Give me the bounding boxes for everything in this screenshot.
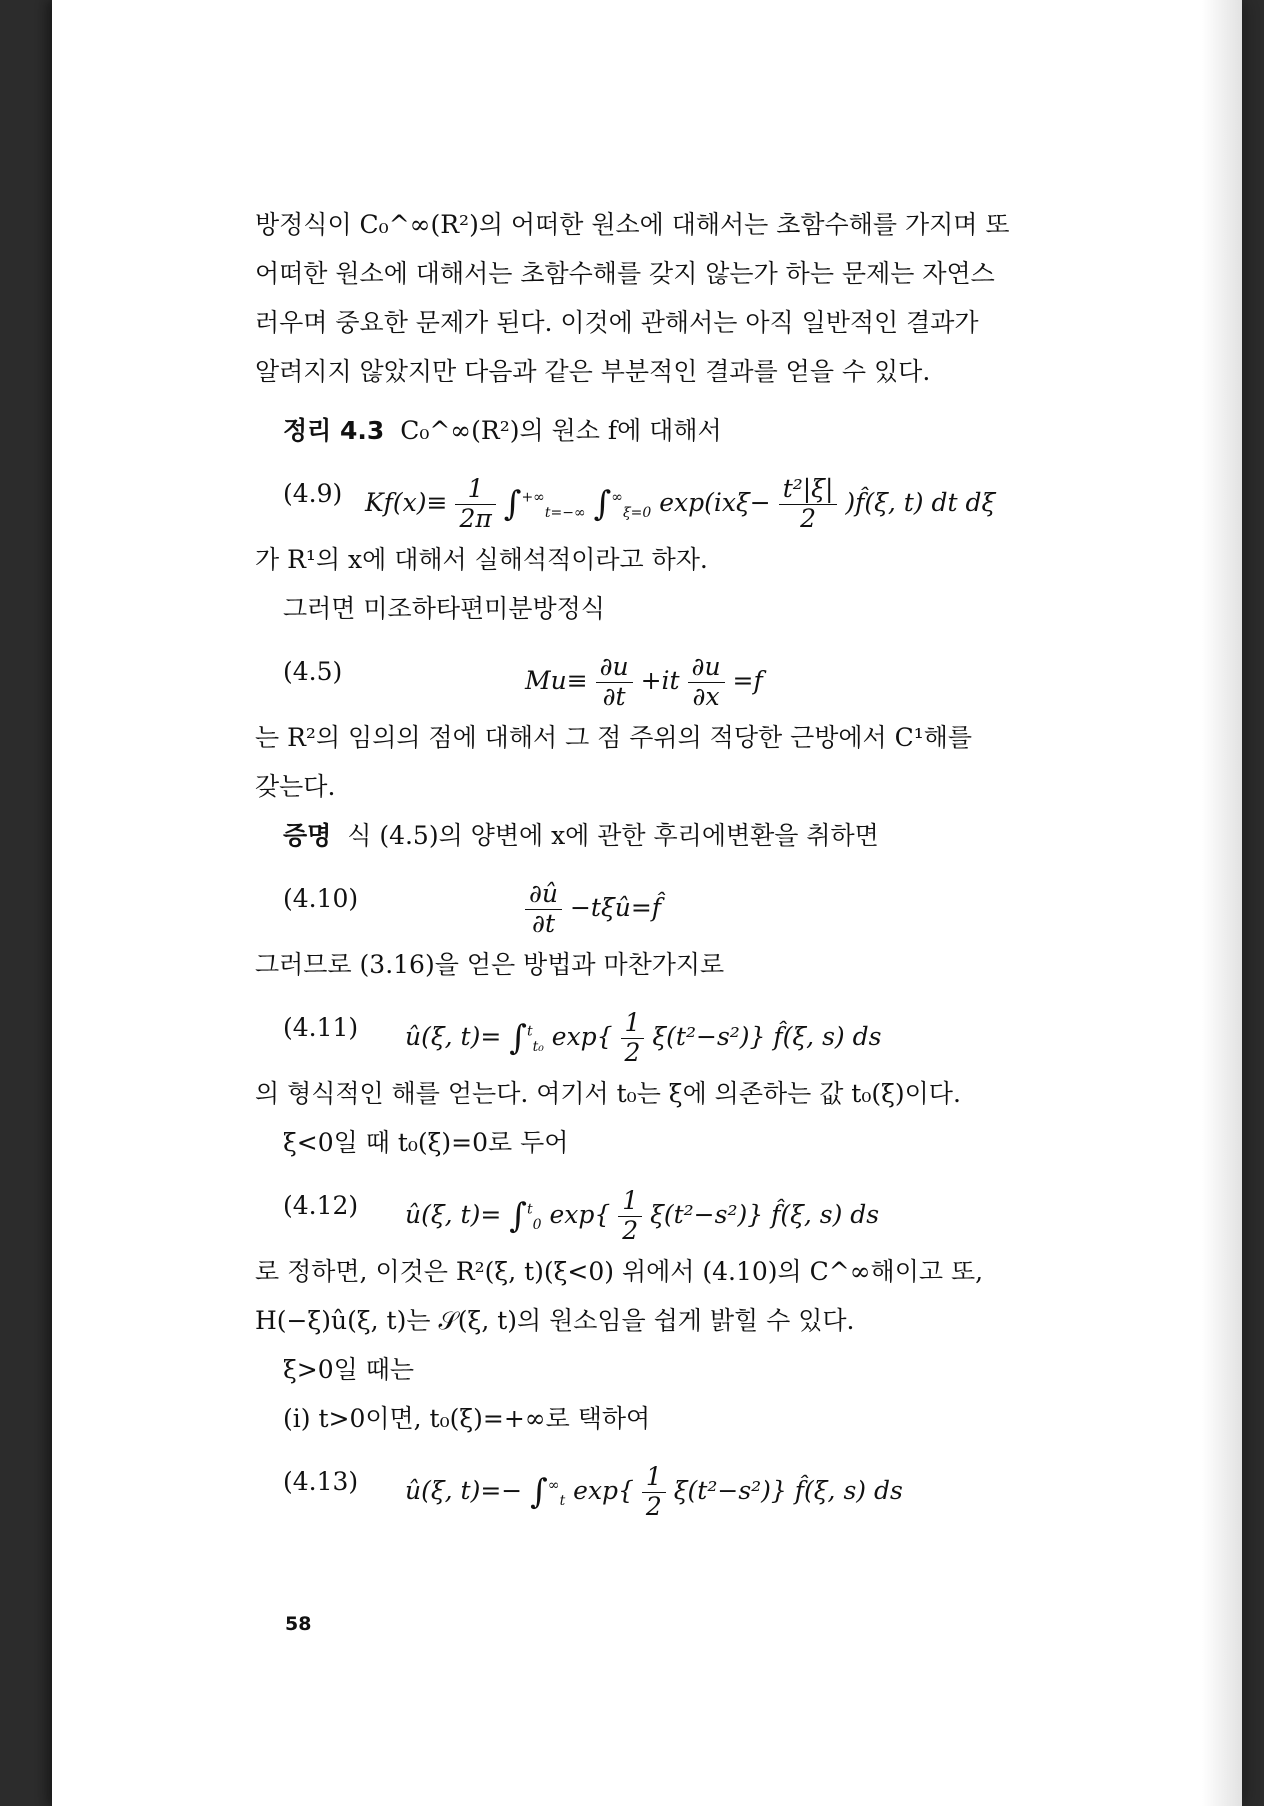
theorem-statement <box>255 406 1115 455</box>
integral-sign: ∫ <box>593 483 612 524</box>
fraction: $\frac{1}{2}$ <box>621 1009 645 1068</box>
text-line: H(−ξ)û(ξ, t)는 𝒮(ξ, t)의 원소임을 쉽게 밝힐 수 있다. <box>255 1306 855 1335</box>
integral-sign: ∫ <box>509 1017 527 1058</box>
fraction: $\frac{\partial u}{\partial t}$ <box>596 653 633 712</box>
integral-sign: ∫ <box>503 483 522 524</box>
proof-statement <box>255 811 1115 860</box>
equation-number: (4.5) <box>283 657 343 686</box>
equation-4-9: (4.9) Kf(x)≡ $\frac{1}{2\pi}$ $\int^{+\infty}_{t=-\infty}$ $\int^\infty_{\xi=0}$ exp(ixξ− $\frac{\text{t²|ξ|}}{2}$ )f̂(ξ, t) dt dξ <box>283 474 996 533</box>
page-content <box>255 200 1115 1523</box>
equation-number: (4.10) <box>283 884 359 913</box>
equation-number: (4.9) <box>283 479 343 508</box>
page-number: 58 <box>285 1613 312 1635</box>
text-line: 가 R¹의 x에 대해서 실해석적이라고 하자. <box>255 545 708 574</box>
text-line: 알려지지 않았지만 다음과 같은 부분적인 결과를 얻을 수 있다. <box>255 357 931 386</box>
fraction: $\frac{\text{t²|ξ|}}{2}$ <box>779 475 838 534</box>
equation-number: (4.13) <box>283 1467 359 1496</box>
fraction: $\frac{1}{2}$ <box>642 1463 666 1522</box>
proof-text: 식 (4.5)의 양변에 x에 관한 후리에변환을 취하면 <box>347 821 879 850</box>
equation-4-10: (4.10) $\frac{\partial û}{\partial t}$ −tξû=f̂ <box>283 879 662 938</box>
fraction: $\frac{\partial u}{\partial x}$ <box>688 653 725 712</box>
text-line: 어떠한 원소에 대해서는 초함수해를 갖지 않는가 하는 문제는 자연스 <box>255 259 995 288</box>
text-line: 갖는다. <box>255 772 336 801</box>
text-line: ξ<0일 때 t₀(ξ)=0로 두어 <box>283 1128 569 1157</box>
text-line: ξ>0일 때는 <box>283 1355 415 1384</box>
text-line: 러우며 중요한 문제가 된다. 이것에 관해서는 아직 일반적인 결과가 <box>255 308 979 337</box>
equation-number: (4.12) <box>283 1191 359 1220</box>
fraction: $\frac{\partial û}{\partial t}$ <box>525 880 562 939</box>
text-line: 그러면 미조하타편미분방정식 <box>283 594 605 623</box>
equation-4-5: (4.5) Mu≡ $\frac{\partial u}{\partial t}$ +it $\frac{\partial u}{\partial x}$ =f <box>283 652 763 711</box>
equation-4-11: (4.11) û(ξ, t)= ∫$^t_{t_0}$ exp{ $\frac{1}{2}$ ξ(t²−s²)} f̂(ξ, s) ds <box>283 1008 882 1067</box>
eq-lhs: Kf(x)≡ <box>365 487 448 517</box>
theorem-text: C₀^∞(R²)의 원소 f에 대해서 <box>400 416 722 445</box>
text-line: 는 R²의 임의의 점에 대해서 그 점 주위의 적당한 근방에서 C¹해를 <box>255 723 973 752</box>
fraction: $\frac{1}{2\pi}$ <box>455 475 495 534</box>
text-line: 그러므로 (3.16)을 얻은 방법과 마찬가지로 <box>255 950 725 979</box>
text-line: 로 정하면, 이것은 R²(ξ, t)(ξ<0) 위에서 (4.10)의 C^∞해이고 또, <box>255 1257 984 1286</box>
proof-label: 증명 <box>283 821 332 850</box>
text-line: 의 형식적인 해를 얻는다. 여기서 t₀는 ξ에 의존하는 값 t₀(ξ)이다. <box>255 1079 961 1108</box>
page-edge-shadow <box>1202 0 1242 1806</box>
integral-sign: ∫ <box>509 1195 527 1236</box>
fraction: $\frac{1}{2}$ <box>618 1187 642 1246</box>
text-line: 방정식이 C₀^∞(R²)의 어떠한 원소에 대해서는 초함수해를 가지며 또 <box>255 210 1010 239</box>
integral-sign: ∫ <box>530 1471 548 1512</box>
text-line: (i) t>0이면, t₀(ξ)=+∞로 택하여 <box>283 1404 651 1433</box>
equation-4-12: (4.12) û(ξ, t)= ∫$^t_0$ exp{ $\frac{1}{2}$ ξ(t²−s²)} f̂(ξ, s) ds <box>283 1186 880 1245</box>
equation-4-13: (4.13) û(ξ, $t)=- \int^\infty_t$ exp{ $\frac{1}{2}$ ξ(t²−s²)} f̂(ξ, s) ds <box>283 1462 903 1521</box>
equation-number: (4.11) <box>283 1013 359 1042</box>
theorem-label: 정리 4.3 <box>283 416 385 445</box>
